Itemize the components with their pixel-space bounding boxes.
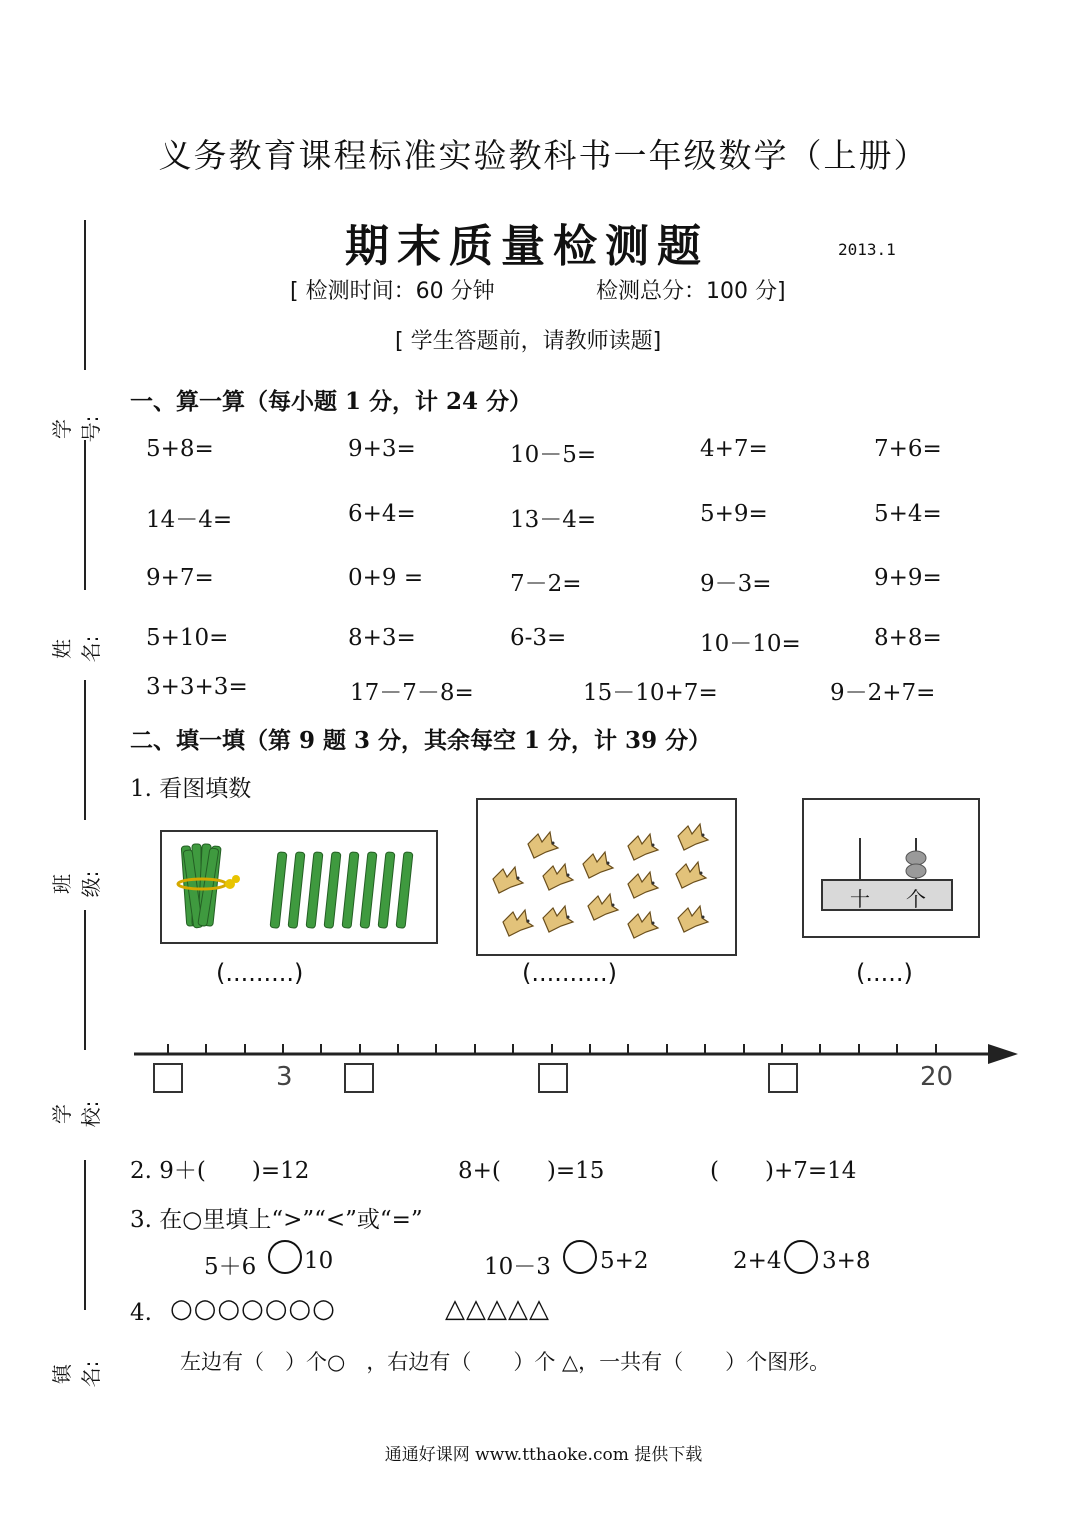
- equation: 10－5=: [510, 442, 597, 468]
- sticks-picture: [160, 830, 438, 944]
- circle-shapes: ○○○○○○○: [170, 1294, 336, 1324]
- answer-blank-sticks[interactable]: (.........): [216, 959, 304, 987]
- equation: 5+9=: [700, 501, 768, 527]
- equation: 7－2=: [510, 571, 582, 597]
- compare-left: 10－3: [484, 1254, 551, 1280]
- binding-line: [84, 680, 86, 820]
- abacus-ones-label: 个: [906, 887, 926, 911]
- birds-picture: [476, 798, 737, 956]
- compare-circle[interactable]: [268, 1240, 302, 1274]
- exam-title: 期末质量检测题: [345, 221, 709, 272]
- binding-line: [84, 910, 86, 1050]
- sticks-image: [162, 832, 436, 942]
- question-1: 1. 看图填数: [130, 776, 252, 802]
- number-line-box[interactable]: [539, 1064, 567, 1092]
- side-label-school: 学校:: [50, 1100, 103, 1128]
- compare-left: 2+4: [733, 1248, 782, 1274]
- exam-total: 检测总分：100 分]: [596, 279, 786, 304]
- equation: 5+8=: [146, 436, 214, 462]
- compare-right: 5+2: [600, 1248, 649, 1274]
- equation: 5+10=: [146, 625, 229, 651]
- equation: 13－4=: [510, 507, 597, 533]
- question-2c: ( )+7=14: [710, 1158, 857, 1184]
- side-label-name: 姓名:: [50, 635, 103, 663]
- compare-right: 10: [304, 1248, 334, 1274]
- answer-blank-abacus[interactable]: (.....): [856, 959, 913, 987]
- exam-note: [ 学生答题前，请教师读题]: [395, 329, 662, 354]
- compare-circle[interactable]: [563, 1240, 597, 1274]
- equation: 17－7－8=: [350, 680, 474, 706]
- number-line-box[interactable]: [769, 1064, 797, 1092]
- abacus-image: [804, 800, 978, 936]
- question-4-text: 左边有（ ）个○ ，右边有（ ）个 △，一共有（ ）个图形。: [180, 1350, 831, 1374]
- triangle-shapes: △△△△△: [445, 1294, 550, 1324]
- equation: 15－10+7=: [583, 680, 718, 706]
- compare-circle[interactable]: [784, 1240, 818, 1274]
- equation: 0+9 =: [348, 565, 424, 591]
- equation: 9+7=: [146, 565, 214, 591]
- abacus-tens-label: 十: [850, 887, 870, 911]
- binding-line: [84, 1160, 86, 1310]
- footer-source: 通通好课网 www.tthaoke.com 提供下载: [384, 1445, 703, 1465]
- number-line-box[interactable]: [345, 1064, 373, 1092]
- compare-right: 3+8: [822, 1248, 871, 1274]
- birds-image: [478, 800, 735, 954]
- equation: 9+3=: [348, 436, 416, 462]
- exam-date: 2013.1: [838, 240, 896, 259]
- exam-time: [ 检测时间：60 分钟: [290, 279, 495, 304]
- question-4-number: 4.: [130, 1300, 152, 1326]
- question-3: 3. 在○里填上“>”“<”或“=”: [130, 1207, 423, 1233]
- section1-title: 一、算一算（每小题 1 分，计 24 分）: [130, 388, 533, 415]
- equation: 9－2+7=: [830, 680, 936, 706]
- question-2b: 8+( )=15: [458, 1158, 605, 1184]
- question-2a: 2. 9＋( )=12: [130, 1158, 310, 1184]
- equation: 3+3+3=: [146, 674, 248, 700]
- number-line-box[interactable]: [154, 1064, 182, 1092]
- side-label-town: 镇名:: [50, 1360, 103, 1388]
- book-title: 义务教育课程标准实验教科书一年级数学（上册）: [158, 136, 929, 175]
- equation: 4+7=: [700, 436, 768, 462]
- equation: 9－3=: [700, 571, 772, 597]
- abacus-picture: [802, 798, 980, 938]
- answer-blank-birds[interactable]: (..........): [522, 959, 618, 987]
- equation: 14－4=: [146, 507, 233, 533]
- equation: 6-3=: [510, 625, 567, 651]
- equation: 8+3=: [348, 625, 416, 651]
- compare-left: 5＋6: [204, 1254, 257, 1280]
- equation: 9+9=: [874, 565, 942, 591]
- binding-line: [84, 440, 86, 590]
- equation: 10－10=: [700, 631, 801, 657]
- equation: 7+6=: [874, 436, 942, 462]
- number-line-label-3: 3: [276, 1062, 293, 1092]
- side-label-class: 班级:: [50, 870, 103, 898]
- equation: 5+4=: [874, 501, 942, 527]
- binding-line: [84, 220, 86, 370]
- side-label-student-id: 学号:: [50, 415, 103, 443]
- section2-title: 二、填一填（第 9 题 3 分，其余每空 1 分，计 39 分）: [130, 727, 712, 754]
- equation: 8+8=: [874, 625, 942, 651]
- equation: 6+4=: [348, 501, 416, 527]
- number-line: [130, 1036, 1030, 1106]
- number-line-label-20: 20: [920, 1062, 954, 1092]
